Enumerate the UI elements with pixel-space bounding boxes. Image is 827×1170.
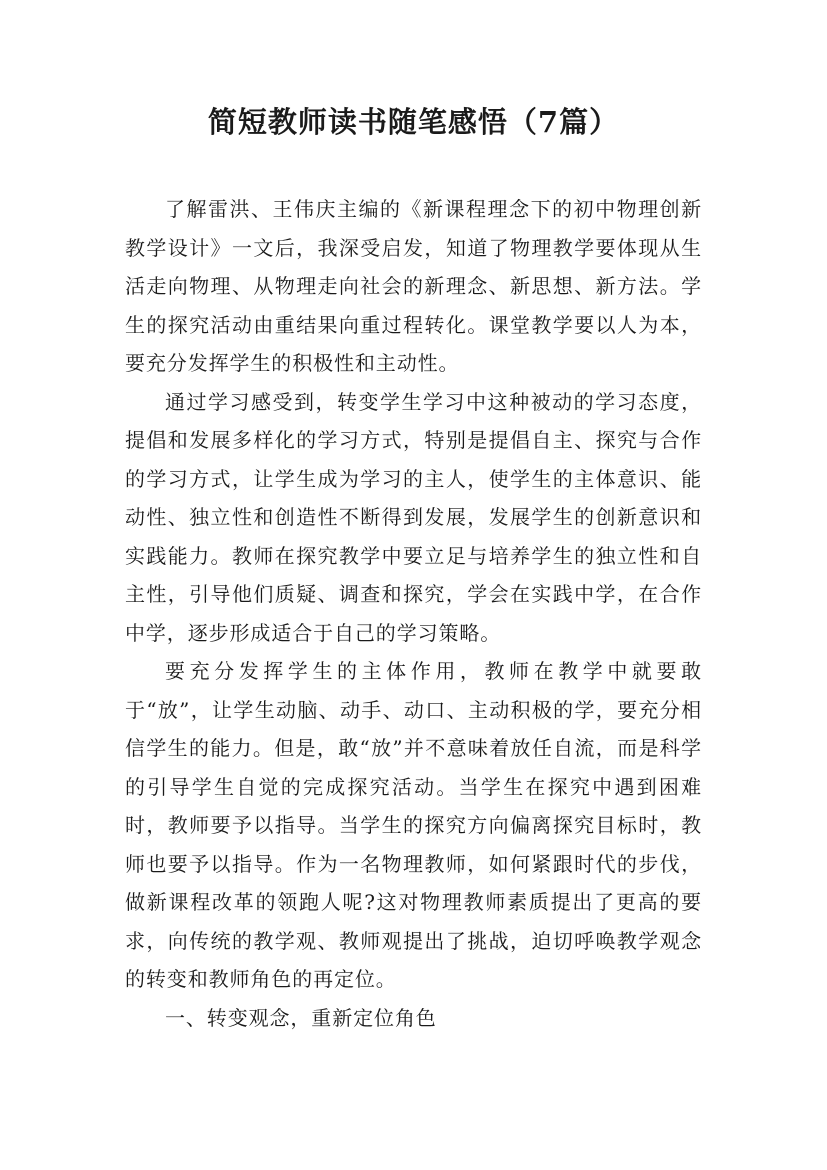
section-heading: 一、转变观念，重新定位角色 [165,1005,437,1030]
document-title: 简短教师读书随笔感悟（7篇） [207,105,620,139]
document-body [125,190,702,1037]
paragraph: 要充分发挥学生的主体作用，教师在教学中就要敢于“放”，让学生动脑、动手、动口、主动积极的学，要充分相信学生的能力。但是，敢“放”并不意味着放任自流，而是科学的引导学生自觉的完成探究活动。当学生在探究中遇到困难时，教师要予以指导。当学生的探究方向偏离探究目标时，教师也要予以指导。作为一名物理教师，如何紧跟时代的步伐，做新课程改革的领跑人呢?这对物理教师素质提出了更高的要求，向传统的教学观、教师观提出了挑战，迫切呼唤教学观念的转变和教师角色的再定位。 [125,659,702,991]
paragraph: 了解雷洪、王伟庆主编的《新课程理念下的初中物理创新教学设计》一文后，我深受启发，知道了物理教学要体现从生活走向物理、从物理走向社会的新理念、新思想、新方法。学生的探究活动由重结果向重过程转化。课堂教学要以人为本，要充分发挥学生的积极性和主动性。 [125,197,702,375]
paragraph: 通过学习感受到，转变学生学习中这种被动的学习态度，提倡和发展多样化的学习方式，特别是提倡自主、探究与合作的学习方式，让学生成为学习的主人，使学生的主体意识、能动性、独立性和创造性不断得到发展，发展学生的创新意识和实践能力。教师在探究教学中要立足与培养学生的独立性和自主性，引导他们质疑、调查和探究，学会在实践中学，在合作中学，逐步形成适合于自己的学习策略。 [125,389,702,645]
